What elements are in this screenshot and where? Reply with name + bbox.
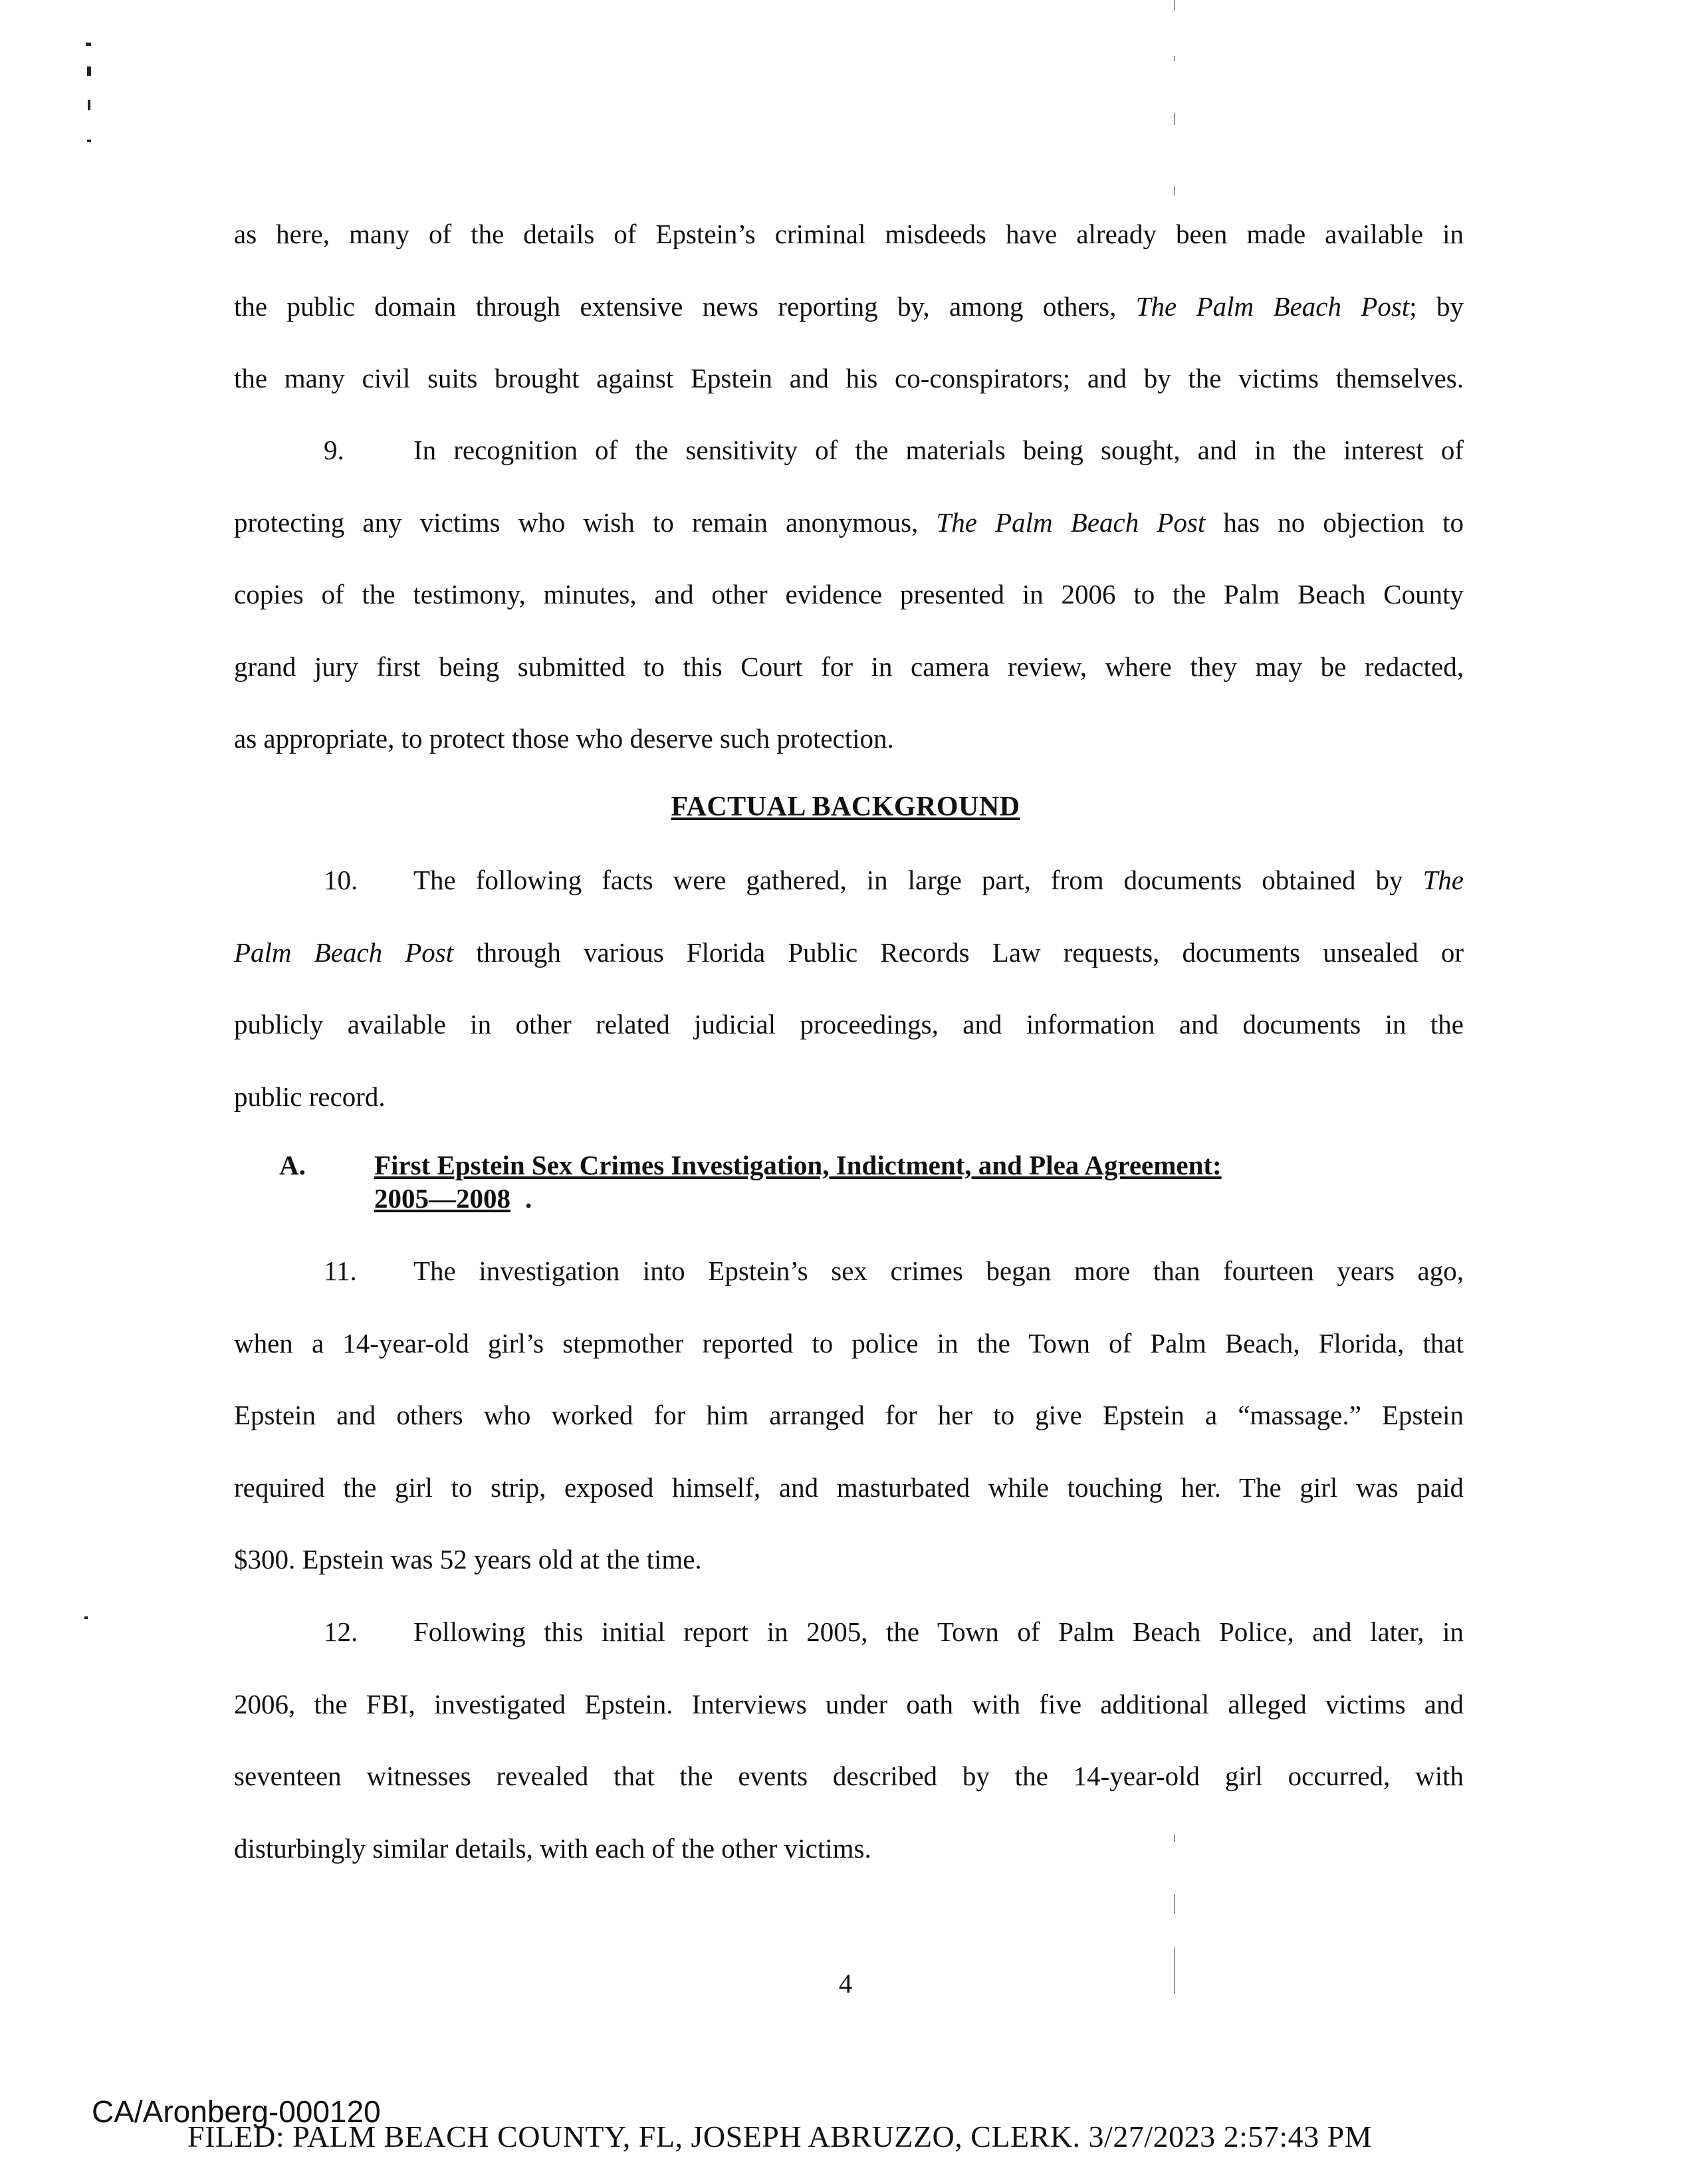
paragraph-8-continuation	[234, 198, 1464, 415]
scan-mark	[86, 43, 91, 46]
text-line: disturbingly similar details, with each of the other victims.	[234, 1832, 871, 1864]
scan-mark	[87, 140, 91, 142]
paragraph-number: 12.	[324, 1616, 358, 1647]
text-line: when a 14-year-old girl’s stepmother reported to police in the Town of Palm Beach, Florida, that	[234, 1327, 1464, 1359]
text-line: $300. Epstein was 52 years old at the time.	[234, 1544, 702, 1575]
text-line: grand jury first being submitted to this Court for in camera review, where they may be redacted,	[234, 651, 1464, 682]
publication-title: Palm Beach Post	[234, 936, 454, 968]
text-line: as here, many of the details of Epstein’s criminal misdeeds have already been made available in	[234, 219, 1464, 249]
publication-title: The Palm Beach Post	[1135, 290, 1410, 322]
text-line: seventeen witnesses revealed that the events described by the 14-year-old girl occurred, with	[234, 1761, 1464, 1791]
text-line: Epstein and others who worked for him arranged for her to give Epstein a “massage.” Epstein	[234, 1400, 1464, 1430]
text-line: publicly available in other related judicial proceedings, and information and documents in the	[234, 1009, 1464, 1039]
bates-stamp: CA/Aronberg-000120	[92, 2094, 381, 2129]
page-number: 4	[838, 1968, 853, 1999]
publication-title: The Palm Beach Post	[936, 506, 1206, 538]
text-line: 11. The investigation into Epstein’s sex crimes began more than fourteen years ago,	[234, 1235, 1464, 1307]
paragraph-9	[234, 414, 1464, 775]
text-line: as appropriate, to protect those who deserve such protection.	[234, 723, 894, 754]
scan-line	[1174, 186, 1175, 195]
scan-mark	[84, 1616, 88, 1619]
text-line: the many civil suits brought against Epstein and his co-conspirators; and by the victims themselves.	[234, 363, 1464, 393]
text-line: 10. The following facts were gathered, in large part, from documents obtained by The	[234, 844, 1464, 917]
paragraph-12	[234, 1596, 1464, 1884]
paragraph-number: 9.	[324, 435, 344, 465]
scan-line	[1174, 0, 1175, 11]
subsection-letter: A.	[279, 1150, 306, 1180]
text-line: public record.	[234, 1081, 386, 1112]
paragraph-number: 11.	[324, 1256, 357, 1286]
scan-mark	[87, 66, 91, 76]
paragraph-number: 10.	[324, 865, 358, 895]
subsection-title: First Epstein Sex Crimes Investigation, Indictment, and Plea Agreement: 2005—2008	[374, 1150, 1222, 1214]
subsection-title-end: .	[525, 1183, 532, 1214]
scan-line	[1174, 113, 1175, 125]
paragraph-11	[234, 1235, 1464, 1596]
filing-stamp: FILED: PALM BEACH COUNTY, FL, JOSEPH ABRUZZO, CLERK. 3/27/2023 2:57:43 PM	[187, 2120, 1373, 2153]
scan-mark	[88, 100, 90, 110]
text-line: 12. Following this initial report in 2005, the Town of Palm Beach Police, and later, in	[234, 1596, 1464, 1668]
scan-line	[1174, 1894, 1175, 1914]
text-line: the public domain through extensive news reporting by, among others, The Palm Beach Post; by	[234, 290, 1464, 322]
text-line: protecting any victims who wish to remain anonymous, The Palm Beach Post has no objection to	[234, 506, 1464, 538]
text-line: 9. In recognition of the sensitivity of the materials being sought, and in the interest of	[234, 414, 1464, 487]
section-heading: FACTUAL BACKGROUND	[671, 792, 1020, 822]
text-line: 2006, the FBI, investigated Epstein. Interviews under oath with five additional alleged victims and	[234, 1688, 1464, 1719]
text-line: required the girl to strip, exposed himself, and masturbated while touching her. The girl was paid	[234, 1472, 1464, 1503]
text-line: copies of the testimony, minutes, and other evidence presented in 2006 to the Palm Beach County	[234, 579, 1464, 609]
text-line: Palm Beach Post through various Florida Public Records Law requests, documents unsealed or	[234, 936, 1464, 968]
paragraph-10	[234, 844, 1464, 1133]
scan-line	[1174, 56, 1175, 61]
